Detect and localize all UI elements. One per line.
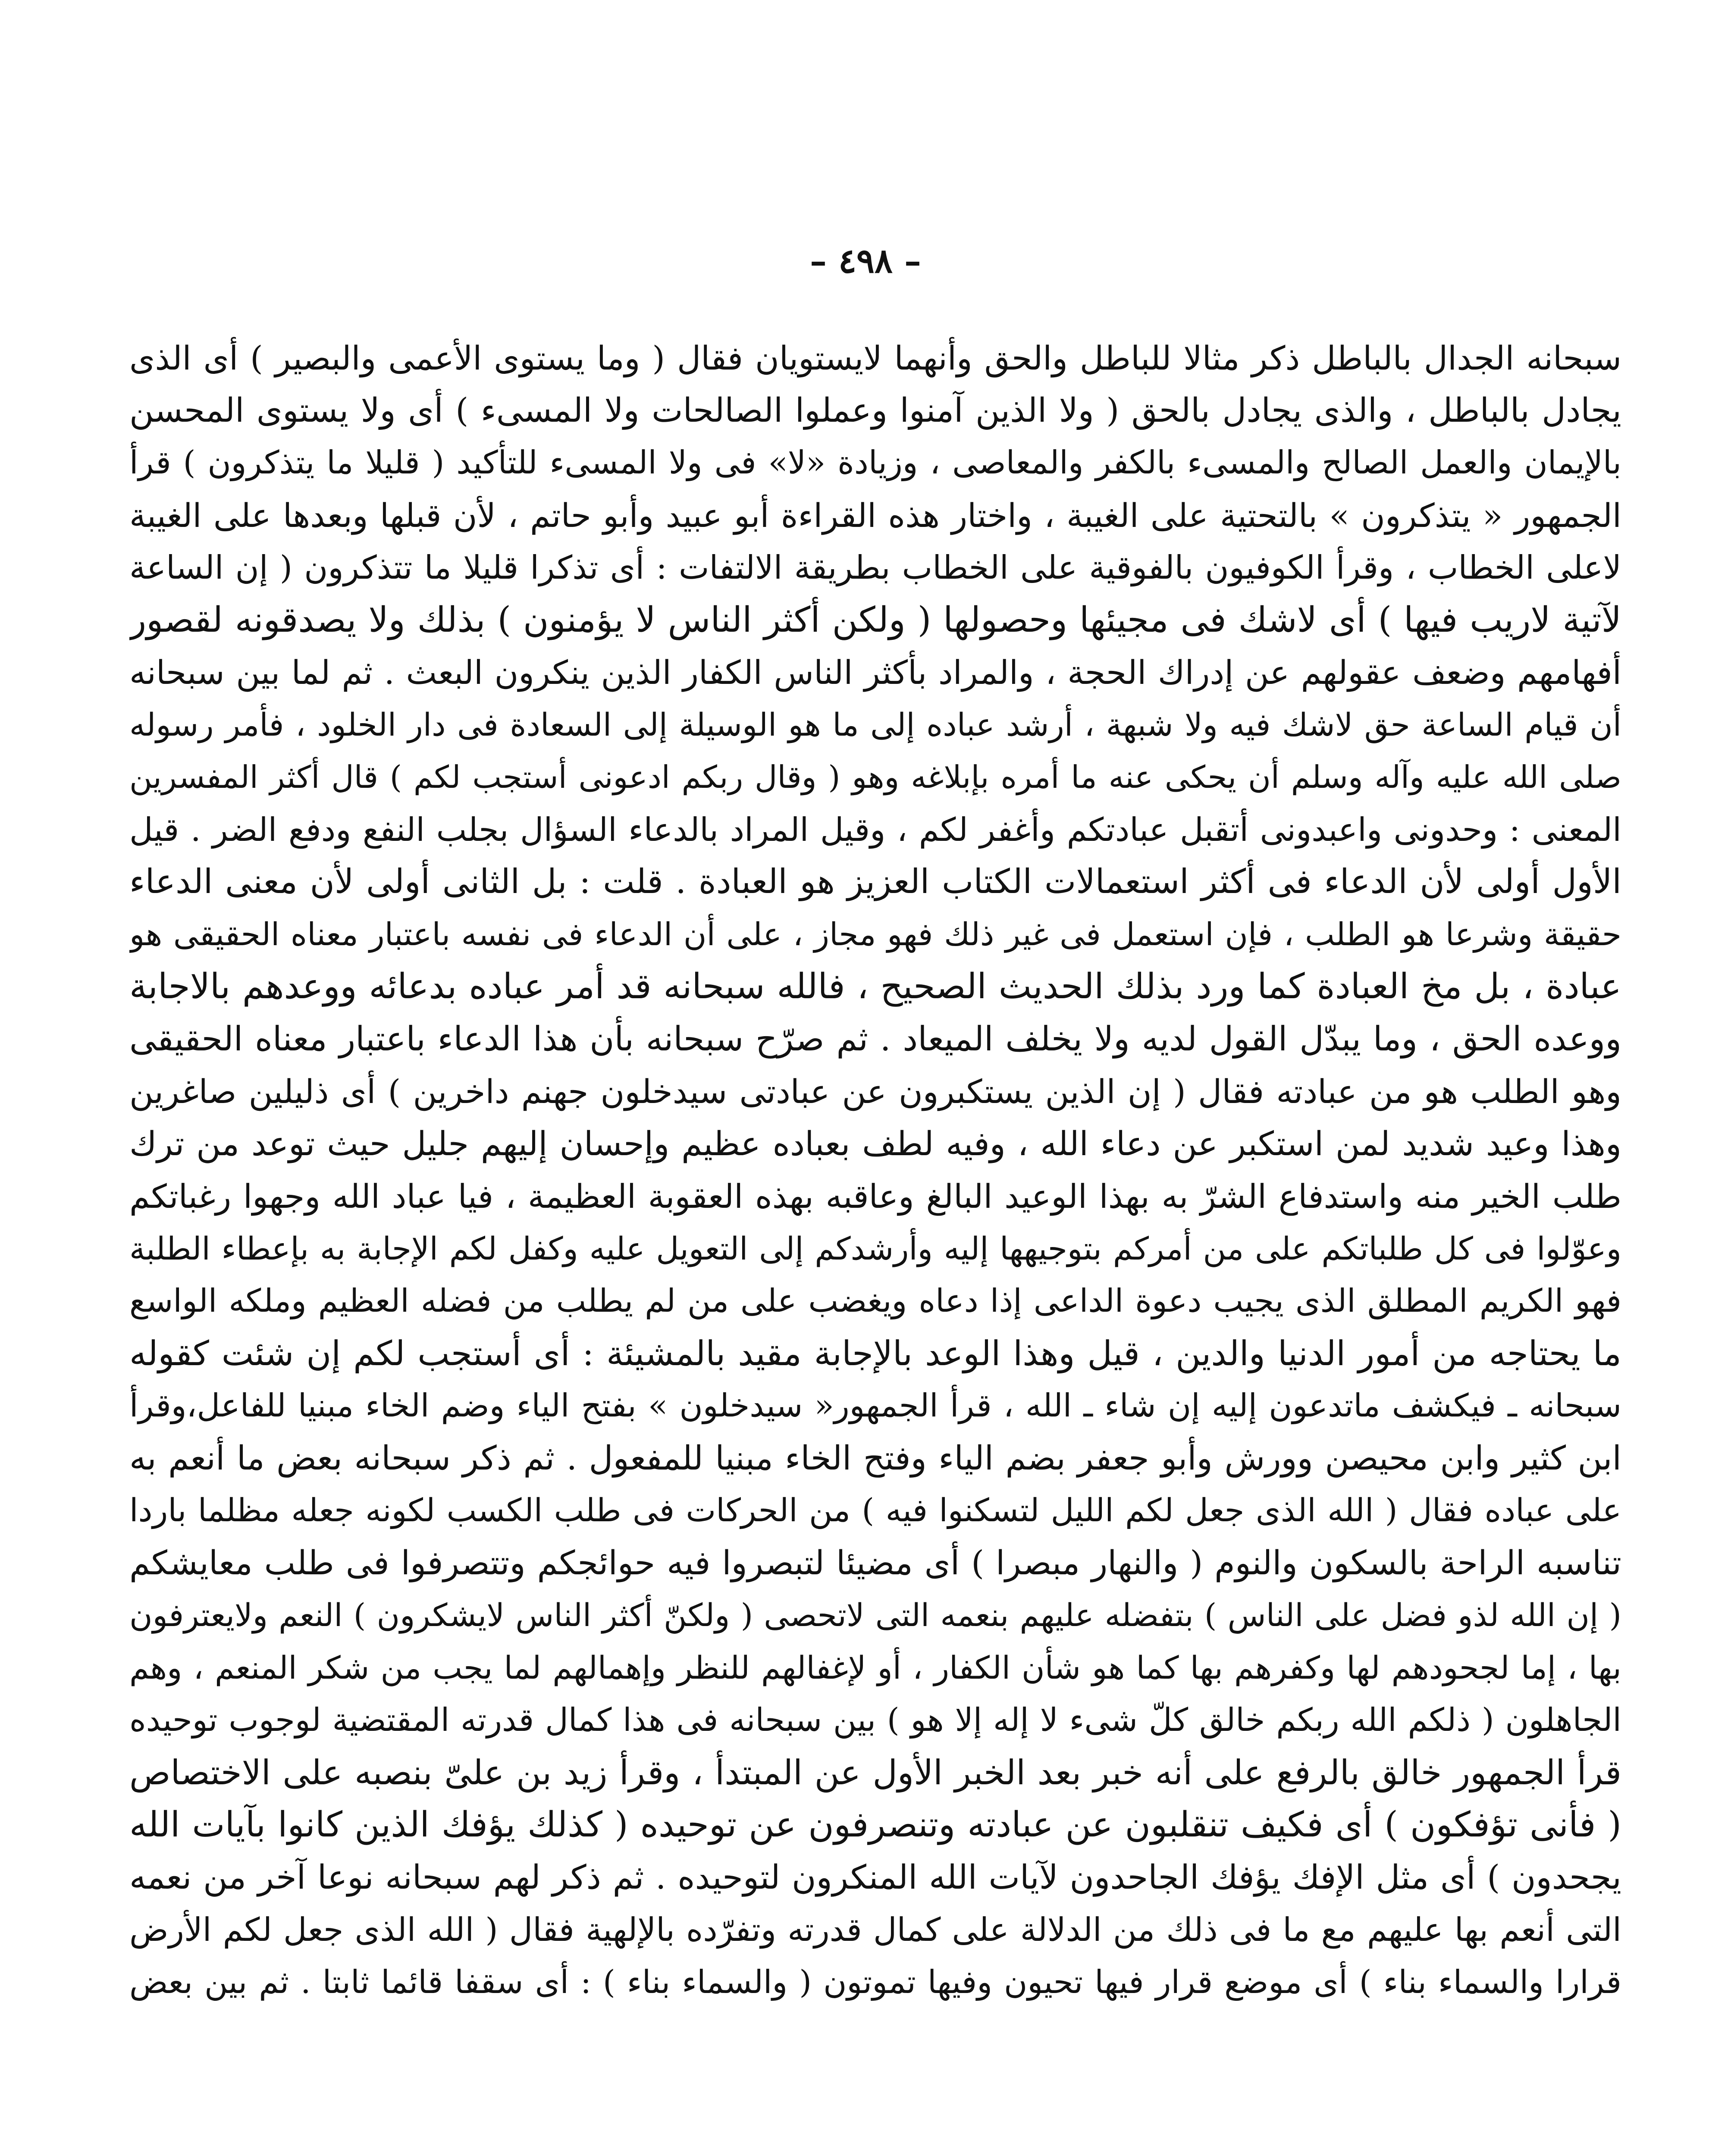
text-line: يجحدون ) أى مثل الإفك يؤفك الجاحدون لآيات الله المنكرون لتوحيده . ثم ذكر لهم سبحانه نوعا آخر من نعمه [129, 1858, 1621, 1897]
text-line: وهذا وعيد شديد لمن استكبر عن دعاء الله ، وفيه لطف بعباده عظيم وإحسان إليهم جليل حيث توعد من ترك [129, 1125, 1621, 1163]
text-line: التى أنعم بها عليهم مع ما فى ذلك من الدلالة على كمال قدرته وتفرّده بالإلهية فقال ( الله الذى جعل لكم الأرض [129, 1911, 1621, 1949]
text-line: بالإيمان والعمل الصالح والمسىء بالكفر والمعاصى ، وزيادة «لا» فى ولا المسىء للتأكيد ( قليلا ما يتذكرون ) قرأ [129, 444, 1621, 481]
text-line: عبادة ، بل مخ العبادة كما ورد بذلك الحديث الصحيح ، فالله سبحانه قد أمر عباده بدعائه ووعدهم بالاجابة [129, 966, 1621, 1007]
text-line: لاعلى الخطاب ، وقرأ الكوفيون بالفوقية على الخطاب بطريقة الالتفات : أى تذكرا قليلا ما تتذكرون ( إن الساعة [129, 548, 1621, 586]
text-line: الجمهور « يتذكرون » بالتحتية على الغيبة ، واختار هذه القراءة أبو عبيد وأبو حاتم ، لأن قبلها وبعدها على الغيبة [129, 496, 1621, 535]
text-line: قرأ الجمهور خالق بالرفع على أنه خبر بعد الخبر الأول عن المبتدأ ، وقرأ زيد بن علىّ بنصبه على الاختصاص [129, 1752, 1621, 1792]
text-line: صلى الله عليه وآله وسلم أن يحكى عنه ما أمره بإبلاغه وهو ( وقال ربكم ادعونى أستجب لكم ) قال أكثر المفسرين [129, 759, 1621, 795]
text-line: فهو الكريم المطلق الذى يجيب دعوة الداعى إذا دعاه ويغضب على من لم يطلب من فضله العظيم وملكه الواسع [129, 1282, 1621, 1319]
text-line: الأول أولى لأن الدعاء فى أكثر استعمالات الكتاب العزيز هو العبادة . قلت : بل الثانى أولى لأن معنى الدعاء [129, 862, 1621, 901]
text-line: المعنى : وحدونى واعبدونى أتقبل عبادتكم وأغفر لكم ، وقيل المراد بالدعاء السؤال بجلب النفع ودفع الضر . قيل [129, 810, 1621, 849]
page-number: – ٤٩٨ – [810, 241, 921, 281]
text-line: أن قيام الساعة حق لاشك فيه ولا شبهة ، أرشد عباده إلى ما هو الوسيلة إلى السعادة فى دار الخلود ، فأمر رسوله [129, 706, 1621, 743]
text-line: بها ، إما لجحودهم لها وكفرهم بها كما هو شأن الكفار ، أو لإغفالهم للنظر وإهمالهم لما يجب من شكر المنعم ، وهم [129, 1649, 1621, 1686]
text-line: سبحانه ـ فيكشف ماتدعون إليه إن شاء ـ الله ، قرأ الجمهور« سيدخلون » بفتح الياء وضم الخاء مبنيا للفاعل،وقرأ [129, 1387, 1621, 1424]
text-line: ابن كثير وابن محيصن وورش وأبو جعفر بضم الياء وفتح الخاء مبنيا للمفعول . ثم ذكر سبحانه بعض ما أنعم به [129, 1439, 1621, 1478]
text-line: سبحانه الجدال بالباطل ذكر مثالا للباطل والحق وأنهما لايستويان فقال ( وما يستوى الأعمى والبصير ) أى الذى [129, 339, 1621, 377]
text-line: حقيقة وشرعا هو الطلب ، فإن استعمل فى غير ذلك فهو مجاز ، على أن الدعاء فى نفسه باعتبار معناه الحقيقى هو [129, 916, 1621, 953]
text-line: ووعده الحق ، وما يبدّل القول لديه ولا يخلف الميعاد . ثم صرّح سبحانه بأن هذا الدعاء باعتبار معناه الحقيقى [129, 1019, 1621, 1059]
text-line: ( إن الله لذو فضل على الناس ) بتفضله عليهم بنعمه التى لاتحصى ( ولكنّ أكثر الناس لايشكرون ) النعم ولايعترفون [129, 1597, 1621, 1634]
text-line: الجاهلون ( ذلكم الله ربكم خالق كلّ شىء لا إله إلا هو ) بين سبحانه فى هذا كمال قدرته المقتضية لوجوب توحيده [129, 1702, 1621, 1739]
text-line: على عباده فقال ( الله الذى جعل لكم الليل لتسكنوا فيه ) من الحركات فى طلب الكسب لكونه جعله مظلما باردا [129, 1492, 1621, 1529]
body-text [129, 332, 1621, 2009]
text-line: وهو الطلب هو من عبادته فقال ( إن الذين يستكبرون عن عبادتى سيدخلون جهنم داخرين ) أى ذليلين صاغرين [129, 1072, 1621, 1111]
text-line: ما يحتاجه من أمور الدنيا والدين ، قيل وهذا الوعد بالإجابة مقيد بالمشيئة : أى أستجب لكم إن شئت كقوله [129, 1333, 1621, 1373]
text-line: تناسبه الراحة بالسكون والنوم ( والنهار مبصرا ) أى مضيئا لتبصروا فيه حوائجكم وتتصرفوا فى طلب معايشكم [129, 1544, 1621, 1583]
text-line: طلب الخير منه واستدفاع الشرّ به بهذا الوعيد البالغ وعاقبه بهذه العقوبة العظيمة ، فيا عباد الله وجهوا رغباتكم [129, 1177, 1621, 1216]
text-line: ( فأنى تؤفكون ) أى فكيف تنقلبون عن عبادته وتنصرفون عن توحيده ( كذلك يؤفك الذين كانوا بآيات الله [129, 1805, 1621, 1845]
text-line: يجادل بالباطل ، والذى يجادل بالحق ( ولا الذين آمنوا وعملوا الصالحات ولا المسىء ) أى ولا يستوى المحسن [129, 391, 1621, 430]
text-line: أفهامهم وضعف عقولهم عن إدراك الحجة ، والمراد بأكثر الناس الكفار الذين ينكرون البعث . ثم لما بين سبحانه [129, 653, 1621, 692]
text-line: قرارا والسماء بناء ) أى موضع قرار فيها تحيون وفيها تموتون ( والسماء بناء ) : أى سقفا قائما ثابتا . ثم بين بعض [129, 1963, 1621, 2001]
text-line: لآتية لاريب فيها ) أى لاشك فى مجيئها وحصولها ( ولكن أكثر الناس لا يؤمنون ) بذلك ولا يصدقونه لقصور [129, 599, 1621, 640]
text-line: وعوّلوا فى كل طلباتكم على من أمركم بتوجيهها إليه وأرشدكم إلى التعويل عليه وكفل لكم الإجابة به بإعطاء الطلبة [129, 1230, 1621, 1267]
